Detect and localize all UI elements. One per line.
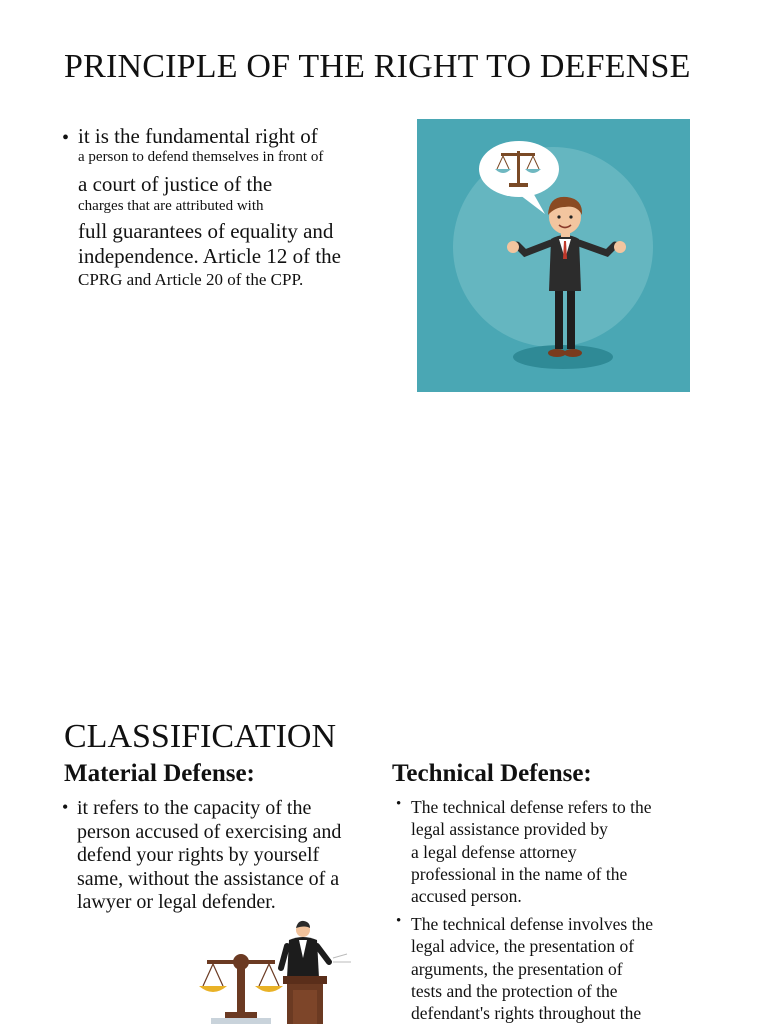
material-defense-text: [77, 797, 341, 915]
slide2-title: CLASSIFICATION: [64, 718, 337, 755]
bullet-line: person accused of exercising and: [77, 820, 342, 843]
bullet-line: it refers to the capacity of the: [77, 797, 312, 819]
bullet-line: accused person.: [411, 886, 522, 907]
bullet-line: legal advice, the presentation of: [411, 936, 635, 957]
bullet-dot: •: [396, 796, 402, 812]
bullet-line: independence. Article 12 of the: [78, 244, 341, 268]
bullet-line: full guarantees of equality and: [78, 219, 334, 243]
slide1-title: PRINCIPLE OF THE RIGHT TO DEFENSE: [64, 48, 691, 85]
bullet-line: lawyer or legal defender.: [77, 891, 276, 913]
material-defense-heading: Material Defense:: [64, 760, 255, 787]
bullet-line: The technical defense refers to the: [411, 797, 652, 817]
bullet-dot: •: [62, 797, 69, 817]
bullet-line: arguments, the presentation of: [411, 958, 623, 979]
bullet-line: same, without the assistance of a: [77, 867, 340, 890]
bullet-line: defend your rights by yourself: [77, 844, 320, 866]
bullet-line: defendant's rights throughout the: [411, 1003, 642, 1024]
bullet-line: tests and the protection of the: [411, 980, 618, 1001]
bullet-line: CPRG and Article 20 of the CPP.: [78, 270, 304, 289]
bullet-dot: •: [396, 913, 402, 929]
bullet-line: a legal defense attorney: [411, 841, 577, 862]
technical-defense-bullet-1: [411, 796, 652, 907]
bullet-line: charges that are attributed with: [78, 198, 264, 214]
bullet-line: professional in the name of the: [411, 863, 628, 884]
technical-defense-heading: Technical Defense:: [392, 760, 592, 787]
bullet-line: a court of justice of the: [78, 172, 273, 196]
bullet-line: legal assistance provided by: [411, 819, 608, 840]
bullet-line: it is the fundamental right of: [78, 124, 318, 148]
lawyer-with-scales-icon: [417, 119, 690, 392]
technical-defense-bullet-2: [411, 913, 653, 1024]
bullet-line: The technical defense involves the: [411, 914, 653, 934]
lawyer-at-podium-icon: [195, 918, 355, 1024]
bullet-dot: •: [62, 127, 70, 149]
bullet-line: a person to defend themselves in front of: [78, 149, 324, 165]
